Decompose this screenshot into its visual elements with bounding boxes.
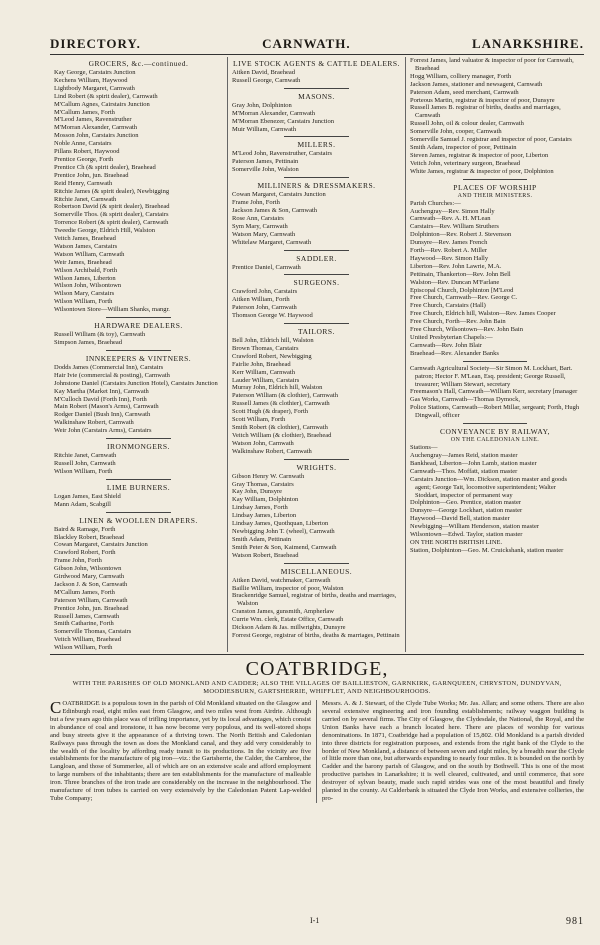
directory-entry: Brown Thomas, Carstairs [232, 344, 299, 352]
directory-entry: Braehead—Rev. Alexander Banks [410, 349, 499, 357]
entry-list [54, 364, 223, 435]
section-title: PLACES OF WORSHIP [453, 182, 537, 192]
directory-entry: Hair Ivie (commercial & posting), Carnwath [54, 371, 170, 379]
directory-entry: Smith Robert (& clothier), Carnwath [232, 424, 328, 431]
directory-entry: Lind Robert (& spirit dealer), Carnwath [54, 92, 158, 100]
section-divider [284, 459, 348, 460]
directory-entry: Cowan Margaret, Carstairs Junction [232, 191, 326, 199]
entry-list [232, 69, 401, 85]
directory-entry: Gray Thomas, Carstairs [232, 480, 294, 488]
coatbridge-title: COATBRIDGE, [245, 658, 389, 681]
directory-entry: M'Leod James, Ravenstruther [54, 116, 132, 124]
section-divider [106, 350, 170, 351]
directory-entry: Free Church, Forth—Rev. John Bain [410, 318, 506, 326]
directory-entry: Kay Martha (Market Inn), Carnwath [54, 387, 149, 395]
directory-entry: Kay George, Carstairs Junction [54, 69, 136, 76]
section-title: GROCERS, &c.—continued. [88, 59, 189, 68]
directory-entry: Carstairs—Rev. William Struthers [410, 223, 499, 231]
section-title: IRONMONGERS. [107, 442, 170, 452]
directory-entry: Aitken David, Braehead [232, 69, 295, 76]
directory-entry: Russell James, Carnwath [54, 612, 120, 620]
entry-list [232, 473, 401, 560]
directory-entry: Lauder William, Carstairs [232, 376, 300, 384]
directory-entry: Smith Adam, Pettinain [232, 535, 292, 543]
directory-entry: Blackley Robert, Braehead [54, 533, 125, 541]
directory-entry: Wilson John, Wilsontown [54, 282, 122, 290]
drop-cap: C [50, 700, 62, 718]
section-title: WRIGHTS. [296, 462, 337, 472]
section-divider [463, 423, 528, 424]
directory-entry: Newbigging John T. (wheel), Carnwath [232, 527, 335, 535]
directory-entry: Free Church, Wilsontown—Rev. John Bain [410, 326, 523, 334]
section-title: MISCELLANEOUS. [280, 566, 353, 576]
directory-entry: Crawford Robert, Forth [54, 549, 116, 557]
directory-entry: Dunsyre—George Lockhart, station master [410, 507, 523, 515]
directory-entry: Russell William (& toy), Carnwath [54, 331, 146, 339]
directory-entry: Baillie William, inspector of poor, Walston [232, 584, 344, 592]
directory-entry: Paterson John, Carnwath [232, 304, 297, 312]
directory-entry: Stations— [410, 444, 438, 452]
directory-entry: Veitch William (& clothier), Braehead [232, 431, 332, 439]
directory-entry: Currie Wm. clerk, Estate Office, Carnwath [232, 616, 344, 624]
section-divider [284, 136, 348, 137]
entry-list [54, 493, 223, 509]
directory-entry: Gray John, Dolphinton [232, 101, 292, 109]
directory-entry: Dunsyre—Rev. James French [410, 239, 488, 247]
entry-list [410, 365, 580, 420]
section-title: TAILORS. [298, 327, 335, 337]
entry-list [54, 69, 223, 314]
directory-entry: Mosson John, Carstairs Junction [54, 132, 139, 140]
directory-entry: Watson John, Carnwath [232, 439, 294, 447]
directory-entry: Watson William, Carnwath [54, 250, 125, 258]
coatbridge-text-1: OATBRIDGE is a populous town in the parish of Old Monkland situated on the Glasgow and Edinburgh road, eight miles east from Glasgow, and two miles west from Airdrie. Although but a few years ago this place was of trifling importance, yet by its local advantages, which consist in abundance of coal and ironstone, it has now become very populous, and its well-stored shops and busy streets give it the appearance of a thriving town. The North British and Caledonian Railways pass through the town as does the Monkland canal, and they add very considerably to the wealth of the locality by affording ready transit to its productions. In the vicinity are five establishments for the manufacture of pig iron—viz.: the Gartsherrie, the Calder, the Carnbroe, the Langloan, and those of Summerlee, all of which are on an extensive scale and afford employment to large numbers of the inhabitants; there are ten establishments for the manufacture of malleable iron. Three branches of the iron trade are considerably on the increase in the neighbourhood. The manufacture of iron tubes is carried on very extensively by the Caledonian Patent Lap-welded Tube Company; [50, 700, 311, 802]
section-title: LIVE STOCK AGENTS & CATTLE DEALERS. [233, 59, 400, 68]
directory-entry: Haywood—David Bell, station master [410, 515, 510, 523]
directory-entry: Somerville John, cooper, Carnwath [410, 128, 502, 136]
directory-entry: Paterson James, Pettinain [232, 158, 299, 166]
directory-entry: Weir James, Braehead [54, 258, 112, 266]
directory-entry: Forrest George, registrar of births, deaths & marriages, Pettinain [232, 631, 400, 639]
section-divider [284, 323, 348, 324]
directory-entry: Kechens William, Haywood [54, 76, 128, 84]
directory-entry: Wilson James, Liberton [54, 274, 116, 282]
directory-entry: Bankhead, Liberton—John Lamb, station master [410, 459, 537, 467]
directory-entry: Simpson James, Braehead [54, 339, 123, 346]
directory-entry: Freemason's Hall, Carnwath—William Kerr, secretary [manager [410, 388, 578, 396]
section-title: LINEN & WOOLLEN DRAPERS. [79, 515, 198, 525]
directory-entry: Prentice Ch (& spirit dealer), Braehead [54, 163, 156, 171]
directory-entry: Sym Mary, Carnwath [232, 222, 288, 230]
directory-entry: Prentice George, Forth [54, 155, 114, 163]
directory-entry: Carnwath Agricultural Society—Sir Simon M. Lockhart, Bart. patron; Hector F. M'Lean, Esq. president; George Russell, treasurer; William Stewart, secretary [410, 364, 574, 388]
directory-entry: Watson James, Carstairs [54, 242, 118, 250]
directory-entry: Steven James, registrar & inspector of poor, Liberton [410, 151, 549, 159]
directory-entry: Ritchie Janet, Carnwath [54, 195, 117, 203]
section-divider [106, 317, 170, 318]
directory-entry: M'Morran Alexander, Carnwath [54, 124, 138, 132]
directory-entry: Wilsontown Store—William Shanks, mangr. [54, 306, 170, 314]
directory-entry: Forth—Rev. Robert A. Miller [410, 247, 488, 255]
coatbridge-text-2: Messrs. A. & J. Stewart, of the Clyde Tube Works; Mr. Jas. Allan; and some others. There are also several extensive engineering and iron founding establishments; railway waggon building is carried on by several firms. The City of Glasgow, the Clydesdale, the National, the Royal, and the Union Banks have each a branch located here. There are places of worship for various denominations. In 1871, Coatbridge had a population of 15,802. Old Monkland is a parish divided into three districts for registration purposes, and extends from the right bank of the Clyde to the border of New Monkland, a distance of between seven and eight miles, by a breadth near the Clyde of little more than one, but afterwards expanding to nearly four miles. It is bounded on the north by Cadder and the barony parish of Glasgow, and on the south by Bothwell. This is one of the most productive parishes in Lanarkshire; it is well cleared, cultivated, and until commerce, that sore destroyer of sylvan beauty, made such rapid strides was one of the most beautiful and finely planted in the county. At Calderbank is situated the Clyde Iron Works, and extensive collieries, the pro- [322, 700, 584, 802]
directory-entry: Lindsay James, Quothquan, Liberton [232, 520, 329, 528]
directory-entry: Wilsontown—Edwd. Taylor, station master [410, 531, 523, 539]
directory-entry: Lightbody Margaret, Carnwath [54, 84, 135, 92]
coatbridge-column-2 [317, 700, 584, 803]
directory-entry: Pettinain, Thankerton—Rev. John Bell [410, 270, 511, 278]
directory-entry: Free Church, Carstairs (Hall) [410, 302, 486, 310]
entry-list [410, 444, 580, 555]
directory-entry: Walkinshaw Robert, Carnwath [232, 447, 312, 455]
directory-entry: Ritchie Janet, Carnwath [54, 452, 117, 460]
directory-entry: Russell James B. registrar of births, deaths and marriages, Carnwath [410, 104, 563, 120]
directory-entry: Prentice John, jun. Braehead [54, 604, 129, 612]
header-left: DIRECTORY. [50, 36, 141, 51]
entry-list [232, 577, 401, 640]
directory-entry: Russell James (& clothier), Carnwath [232, 400, 330, 408]
directory-entry: Wilson William, Forth [54, 298, 113, 306]
directory-entry: Wilson William, Forth [54, 467, 113, 475]
directory-entry: Gibson Henry W. Carnwath [232, 472, 305, 480]
entry-list [232, 337, 401, 456]
directory-entry: Paterson Adam, seed merchant, Carnwath [410, 88, 519, 96]
directory-entry: Dodds James (Commercial Inn), Carstairs [54, 363, 164, 371]
section-subtitle: ON THE CALEDONIAN LINE. [450, 437, 540, 444]
section-title: SADDLER. [296, 253, 337, 263]
directory-entry: Free Church, Eldrich hill, Walston—Rev. James Cooper [410, 310, 556, 318]
entry-list [54, 526, 223, 653]
directory-entry: Lindsay James, Liberton [232, 512, 297, 520]
directory-entry: Johnstone Daniel (Carstairs Junction Hotel), Carstairs Junction [54, 379, 218, 387]
section-title: HARDWARE DEALERS. [94, 321, 183, 331]
directory-entry: Walston—Rev. Duncan M'Farlane [410, 278, 500, 286]
coatbridge-section [50, 654, 584, 803]
directory-entry: Haywood—Rev. Simon Hally [410, 254, 489, 262]
directory-entry: Paterson William (& clothier), Carnwath [232, 392, 338, 400]
section-subtitle: AND THEIR MINISTERS. [457, 192, 533, 199]
directory-entry: Gas Works, Carnwath—Thomas Dymock, [410, 396, 521, 404]
coatbridge-column-1 [50, 700, 317, 803]
directory-entry: M'Morran Alexander, Carnwath [232, 109, 316, 117]
directory-entry: Carnwath—Rev. A. H. M'Lean [410, 215, 491, 223]
directory-entry: Bell John, Eldrich hill, Walston [232, 337, 314, 345]
page-header [50, 36, 584, 55]
section-title: CONVEYANCE BY RAILWAY, [440, 427, 550, 437]
entry-list [232, 288, 401, 320]
directory-entry: M'Culloch David (Forth Inn), Forth [54, 395, 147, 403]
directory-entry: Murray John, Eldrich hill, Walston [232, 384, 323, 392]
directory-entry: Porteous Martin, registrar & inspector of poor, Dunsyre [410, 96, 555, 104]
directory-entry: Auchengray—Rev. Simon Hally [410, 207, 495, 215]
section-divider [284, 250, 348, 251]
directory-entry: Russell John, oil & colour dealer, Carnwath [410, 120, 524, 128]
section-divider [463, 179, 528, 180]
directory-entry: Cranston James, gunsmith, Ampherlaw [232, 608, 335, 616]
directory-entry: Parish Churches:— [410, 199, 461, 207]
directory-entry: Reid Henry, Carnwath [54, 179, 113, 187]
directory-entry: Somerville Samuel J. registrar and inspector of poor, Carstairs [410, 136, 572, 144]
directory-entry: Dickson Adam & Jas. millwrights, Dunsyre [232, 624, 346, 632]
section-divider [106, 512, 170, 513]
directory-entry: Veitch William, Braehead [54, 636, 121, 644]
section-divider [463, 361, 528, 362]
directory-entry: Kerr William, Carnwath [232, 368, 295, 376]
directory-entry: Dolphinton—Geo. Prentice, station master [410, 499, 522, 507]
directory-entry: Forrest James, land valuator & inspector of poor for Carnwath, Braehead [410, 57, 576, 72]
section-divider [284, 88, 348, 89]
directory-entry: Walkinshaw Robert, Carnwath [54, 419, 134, 427]
section-divider [284, 563, 348, 564]
entry-list [410, 200, 580, 358]
section-title: MILLINERS & DRESSMAKERS. [257, 181, 376, 191]
directory-entry: Carnwath—Rev. John Blair [410, 341, 482, 349]
directory-entry: Rose Ann, Carstairs [232, 214, 284, 222]
directory-entry: Whitelaw Margaret, Carnwath [232, 238, 312, 246]
directory-entry: Smith Catharine, Forth [54, 620, 114, 628]
directory-entry: M'Morran Ebenezer, Carstairs Junction [232, 117, 334, 125]
directory-entry: Paterson William, Carnwath [54, 596, 128, 604]
section-divider [284, 274, 348, 275]
page-number: 981 [566, 916, 584, 927]
directory-entry: Aitken William, Forth [232, 296, 290, 304]
section-title: SURGEONS. [293, 278, 340, 288]
directory-entry: Wilson William, Forth [54, 644, 113, 652]
section-divider [106, 479, 170, 480]
directory-entry: Cowan Margaret, Carstairs Junction [54, 541, 148, 549]
directory-entry: Prentice Daniel, Carnwath [232, 263, 301, 271]
directory-entry: Mann Adam, Scabgill [54, 500, 111, 508]
directory-entry: Watson Robert, Braehead [232, 551, 299, 559]
directory-entry: Tweedie George, Eldrich Hill, Walston [54, 227, 155, 235]
directory-entry: Scott William, Forth [232, 416, 286, 424]
directory-entry: Station, Dolphinton—Geo. M. Cruickshank, station master [410, 546, 564, 554]
directory-entry: Hogg William, colliery manager, Forth [410, 72, 512, 80]
directory-entry: Auchengray—James Reid, station master [410, 451, 518, 459]
directory-entry: Thomson George W. Haywood [232, 312, 313, 320]
directory-column-1 [50, 57, 228, 652]
directory-entry: Veitch John, veterinary surgeon, Braehead [410, 159, 520, 167]
directory-entry: Carnwath—Thos. Moffatt, station master [410, 467, 518, 475]
directory-entry: Free Church, Carnwath—Rev. George C. [410, 294, 518, 302]
section-title: INNKEEPERS & VINTNERS. [85, 353, 192, 363]
directory-entry: Dolphinton—Rev. Robert J. Stevenson [410, 231, 512, 239]
directory-entry: Prentice John, jun. Braehead [54, 171, 129, 179]
directory-entry: Jackson James, stationer and newsagent, Carnwath [410, 80, 543, 88]
directory-entry: Crawford Robert, Newbigging [232, 352, 312, 360]
entry-list [232, 102, 401, 134]
section-title: MASONS. [298, 91, 335, 101]
directory-entry: M'Leod John, Ravenstruther, Carstairs [232, 150, 333, 158]
section-divider [284, 177, 348, 178]
directory-entry: Logan James, East Shield [54, 492, 121, 500]
directory-entry: United Presbyterian Chapels:— [410, 334, 493, 341]
directory-entry: Frame John, Forth [232, 199, 280, 207]
directory-entry: Kay John, Dunsyre [232, 488, 283, 496]
signature-mark: I-1 [310, 916, 320, 925]
directory-entry: Jackson J. & Son, Carnwath [54, 580, 128, 588]
directory-entry: Baird & Ramage, Forth [54, 525, 116, 533]
directory-entry: Episcopal Church, Dolphinton [M'Leod [410, 286, 514, 294]
directory-entry: Aitken David, watchmaker, Carnwath [232, 576, 331, 584]
directory-entry: Newbigging—William Henderson, station master [410, 523, 539, 531]
directory-entry: Somerville Thomas, Carstairs [54, 628, 132, 636]
directory-entry: Liberton—Rev. John Lawrie, M.A. [410, 262, 502, 270]
entry-list [232, 264, 401, 272]
entry-list [232, 150, 401, 174]
directory-entry: Wilson Mary, Carstairs [54, 290, 115, 298]
directory-entry: Gibson John, Wilsontown [54, 565, 122, 573]
directory-entry: Brackenridge Samuel, registrar of births, deaths and marriages, Walston [232, 592, 398, 608]
header-right: LANARKSHIRE. [471, 36, 584, 51]
directory-entry: Watson Mary, Carnwath [232, 230, 296, 238]
directory-entry: M'Callum Agnes, Cairstairs Junction [54, 100, 150, 108]
directory-entry: Jackson James & Son, Carnwath [232, 206, 318, 214]
header-center: CARNWATH. [262, 36, 351, 51]
coatbridge-body [50, 700, 584, 803]
directory-column-2 [228, 57, 406, 652]
directory-entry: Fairlie John, Braehead [232, 360, 291, 368]
directory-entry: Kay William, Dolphinton [232, 496, 299, 504]
section-title: MILLERS. [297, 140, 336, 150]
directory-entry: Carstairs Junction—Wm. Dickson, station master and goods agent; George Tait, locomotive superintendent; Walter Stoddart, inspector of permanent way [410, 475, 569, 499]
directory-entry: Somerville John, Walston [232, 166, 299, 174]
directory-entry: White James, registrar & inspector of poor, Dolphinton [410, 167, 554, 175]
directory-entry: Smith Peter & Son, Kaimend, Carnwath [232, 543, 337, 551]
entry-list [232, 191, 401, 246]
directory-entry: M'Callum James, Forth [54, 108, 115, 116]
directory-entry: M'Callum James, Forth [54, 588, 115, 596]
directory-columns [50, 57, 584, 652]
directory-entry: Veitch James, Braehead [54, 235, 116, 243]
directory-entry: Russell George, Carnwath [232, 76, 301, 84]
directory-entry: ON THE NORTH BRITISH LINE. [410, 538, 503, 546]
directory-entry: Muir William, Carnwath [232, 125, 297, 133]
entry-list [54, 331, 223, 347]
directory-entry: Russell John, Carnwath [54, 459, 116, 467]
directory-entry: Somerville Thos. (& spirit dealer), Carstairs [54, 211, 169, 219]
directory-entry: Pillans Robert, Haywood [54, 148, 120, 156]
directory-entry: Noble Anne, Carstairs [54, 140, 112, 148]
coatbridge-subtitle: WITH THE PARISHES OF OLD MONKLAND AND CADDER; ALSO THE VILLAGES OF BAILLIESTON, GARNKIRK, GARNQUEEN, CHRYSTON, DUNDYVAN, MOODIESBURN, GARTSHERRIE, WHIFFLET, AND NEIGHBOURHOODS. [72, 680, 562, 696]
directory-entry: Smith Adam, inspector of poor, Pettinain [410, 143, 517, 151]
directory-entry: Police Stations, Carnwath—Robert Millar, sergeant; Forth, Hugh Dingwall, officer [410, 404, 581, 420]
entry-list [54, 452, 223, 476]
directory-entry: Main Robert (Mason's Arms), Carnwath [54, 403, 159, 411]
directory-column-3 [406, 57, 584, 652]
entry-list [410, 57, 580, 176]
directory-entry: Torrence Robert (& spirit dealer), Carnwath [54, 219, 169, 227]
directory-entry: Frame John, Forth [54, 557, 102, 565]
directory-entry: Wilson Archibald, Forth [54, 266, 118, 274]
directory-entry: Girdwood Mary, Carnwath [54, 573, 125, 581]
directory-entry: Weir John (Carstairs Arms), Carstairs [54, 427, 152, 435]
section-divider [106, 438, 170, 439]
directory-entry: Ritchie James (& spirit dealer), Newbigging [54, 187, 170, 195]
directory-entry: Lindsay James, Forth [232, 504, 288, 512]
section-title: LIME BURNERS. [106, 482, 171, 492]
directory-entry: Crawford John, Carstairs [232, 288, 298, 296]
directory-entry: Robertson David (& spirit dealer), Braehead [54, 203, 170, 211]
directory-entry: Rodger Daniel (Bush Inn), Carnwath [54, 411, 151, 419]
directory-entry: Scott Hugh (& draper), Forth [232, 408, 309, 416]
